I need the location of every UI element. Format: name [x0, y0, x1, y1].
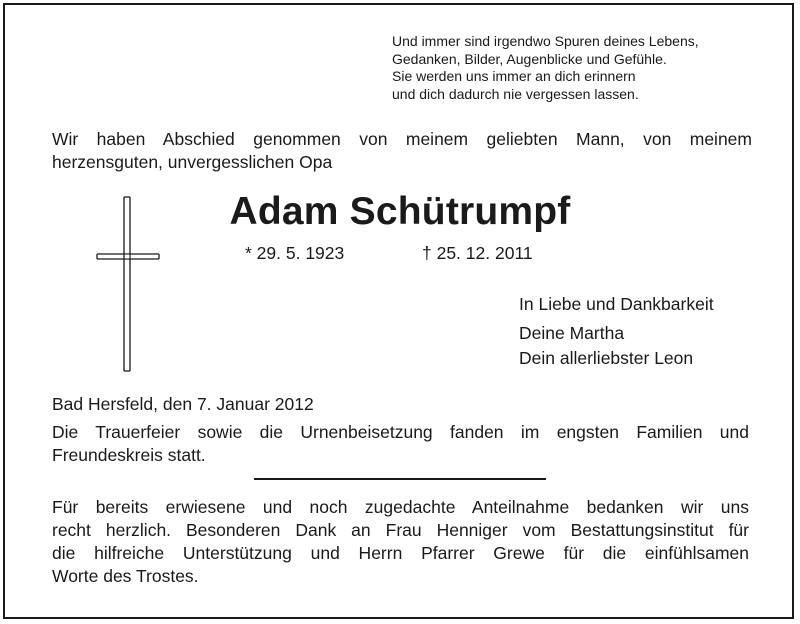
thanks-line: Für bereits erwiesene und noch zugedachte Anteilnahme bedanken wir uns: [52, 497, 749, 517]
funeral-info: [52, 421, 749, 467]
funeral-line: Die Trauerfeier sowie die Urnenbeisetzung fanden im engsten Familien und: [52, 422, 749, 442]
poem-line: und dich dadurch nie vergessen lassen.: [392, 85, 639, 102]
deceased-name: Adam Schütrumpf: [229, 190, 571, 233]
signer: Dein allerliebster Leon: [519, 348, 694, 368]
place-date: Bad Hersfeld, den 7. Januar 2012: [52, 394, 314, 414]
poem-line: Sie werden uns immer an dich erinnern: [392, 68, 636, 84]
poem-line: Und immer sind irgendwo Spuren deines Lebens,: [392, 33, 699, 49]
thanks-text: [52, 496, 749, 588]
intro-line: Wir haben Abschied genommen von meinem geliebten Mann, von meinem: [52, 129, 752, 149]
divider-rule: [254, 478, 546, 480]
intro-line: herzensguten, unvergesslichen Opa: [52, 152, 333, 172]
closing-block: [519, 292, 714, 371]
thanks-line: recht herzlich. Besonderen Dank an Frau Henniger vom Bestattungsinstitut für: [52, 520, 749, 540]
signer: Deine Martha: [519, 323, 625, 343]
death-date: † 25. 12. 2011: [422, 243, 533, 263]
poem-line: Gedanken, Bilder, Augenblicke und Gefühle.: [392, 50, 667, 67]
thanks-line: Worte des Trostes.: [52, 566, 199, 586]
closing-phrase: In Liebe und Dankbarkeit: [519, 294, 714, 314]
birth-date: * 29. 5. 1923: [245, 243, 345, 263]
poem-block: [392, 33, 782, 103]
intro-text: [52, 128, 752, 174]
thanks-line: die hilfreiche Unterstützung und Herrn Pfarrer Grewe für die einfühlsamen: [52, 543, 749, 563]
funeral-line: Freundeskreis statt.: [52, 445, 206, 465]
